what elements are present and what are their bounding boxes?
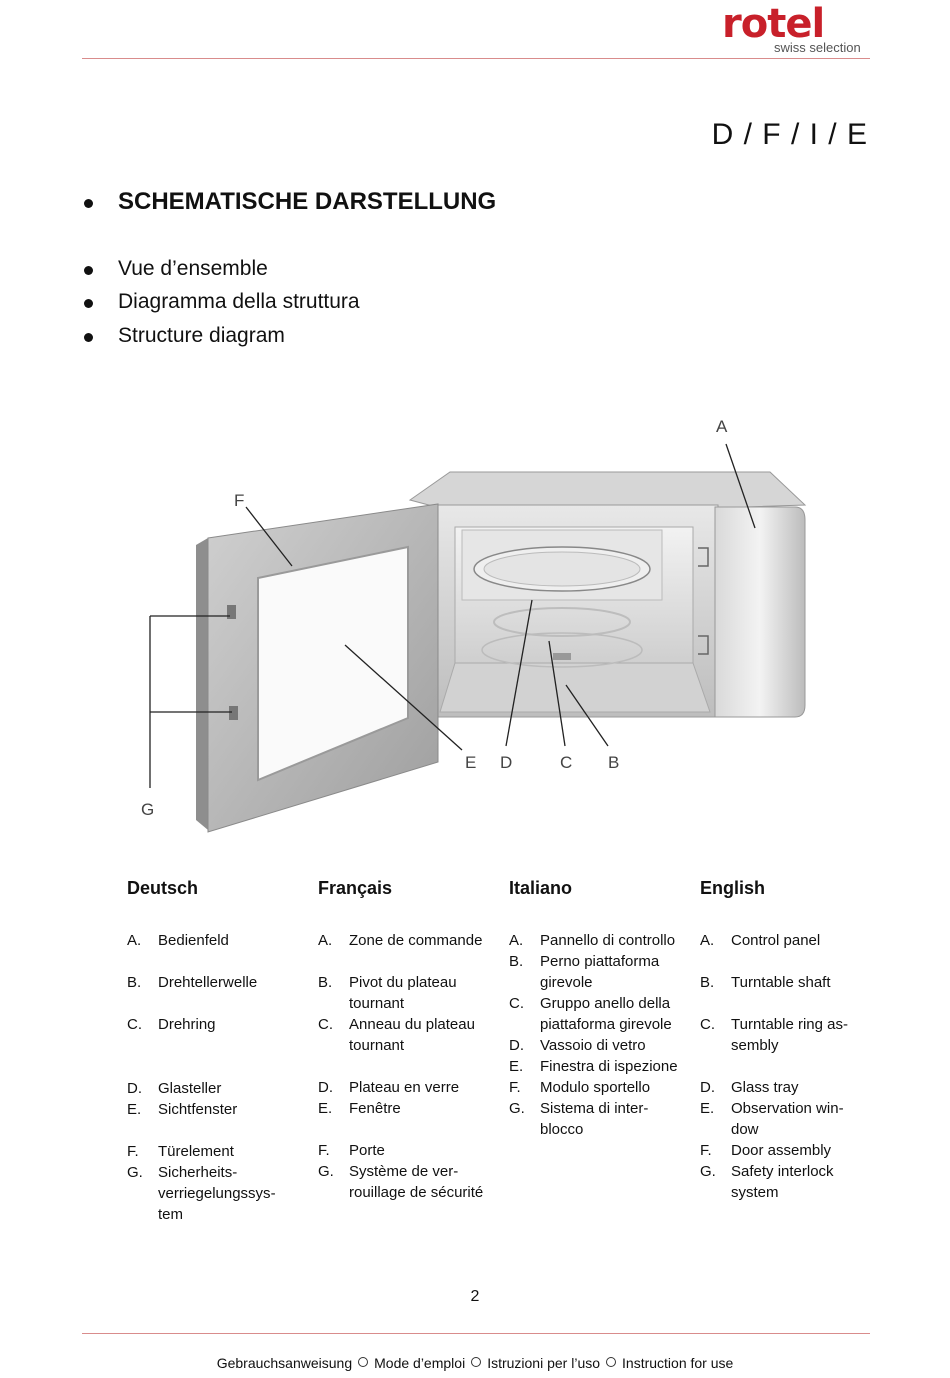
legend-item <box>127 972 312 993</box>
callout-d: D <box>500 753 513 772</box>
section-title: SCHEMATISCHE DARSTELLUNG <box>118 188 497 215</box>
item-letter: B. <box>318 974 333 991</box>
item-text: Gruppo anello della piattaforma girevole <box>540 995 672 1033</box>
item-letter: B. <box>700 974 715 991</box>
item-text: Plateau en verre <box>349 1079 460 1096</box>
item-letter: F. <box>509 1079 521 1096</box>
item-letter: F. <box>700 1142 712 1159</box>
item-text: Glass tray <box>731 1079 799 1096</box>
item-text: Safety interlock system <box>731 1163 834 1201</box>
item-letter: D. <box>509 1037 524 1054</box>
bullet-icon <box>82 264 96 278</box>
item-text: Perno piattaforma girevole <box>540 953 660 991</box>
legend-item <box>509 1098 670 1140</box>
brand-tagline: swiss selection <box>774 40 861 55</box>
item-letter: D. <box>318 1079 333 1096</box>
legend-item <box>509 1056 680 1077</box>
footer-en: Instruction for use <box>622 1355 734 1371</box>
item-letter: A. <box>127 932 142 949</box>
legend-item <box>318 1140 503 1161</box>
legend-item <box>700 1161 861 1203</box>
item-letter: E. <box>127 1101 142 1118</box>
item-text: Anneau du plateau tournant <box>349 1016 475 1054</box>
glass-tray-inner <box>484 552 640 586</box>
legend-item <box>318 972 479 1014</box>
item-text: Fenêtre <box>349 1100 401 1117</box>
item-text: Sichtfenster <box>158 1101 238 1118</box>
item-text: Drehring <box>158 1016 216 1033</box>
legend-item <box>509 993 685 1035</box>
legend-item <box>700 1014 866 1056</box>
callout-f: F <box>234 491 245 510</box>
bullet-icon <box>82 331 96 345</box>
item-letter: E. <box>700 1100 715 1117</box>
item-letter: B. <box>127 974 142 991</box>
item-letter: G. <box>127 1164 143 1181</box>
footer-rule <box>82 1333 870 1334</box>
item-letter: C. <box>700 1016 715 1033</box>
item-text: Drehtellerwelle <box>158 974 258 991</box>
legend-item <box>127 1014 312 1035</box>
legend-item <box>127 1099 312 1120</box>
item-text: Sicherheitsverriegelungssystem <box>158 1164 276 1223</box>
legend-item <box>127 930 312 951</box>
item-letter: C. <box>127 1016 142 1033</box>
item-text: Vassoio di vetro <box>540 1037 646 1054</box>
footer-de: Gebrauchsanweisung <box>216 1355 353 1371</box>
footer-fr: Mode d’emploi <box>374 1355 466 1371</box>
door-side <box>196 538 208 830</box>
item-letter: G. <box>700 1163 716 1180</box>
callout-g: G <box>141 800 155 819</box>
subtitle-fr: Vue d’ensemble <box>118 257 268 280</box>
legend-item <box>318 1098 503 1119</box>
item-letter: F. <box>127 1143 139 1160</box>
legend-item <box>127 1078 312 1099</box>
item-letter: D. <box>700 1079 715 1096</box>
legend-title-fr: Français <box>318 878 393 898</box>
legend-column-it <box>509 878 694 1140</box>
legend-item <box>509 1035 694 1056</box>
item-text: Modulo sportello <box>540 1079 651 1096</box>
item-letter: G. <box>318 1163 334 1180</box>
item-text: Zone de commande <box>349 932 483 949</box>
item-letter: A. <box>318 932 333 949</box>
item-text: Sistema di interblocco <box>540 1100 649 1138</box>
item-text: Glasteller <box>158 1080 222 1097</box>
legend-title-de: Deutsch <box>127 878 199 898</box>
legend-item <box>127 1162 283 1225</box>
bullet-icon <box>82 297 96 311</box>
circle-separator-icon <box>471 1357 481 1367</box>
legend-item <box>700 1077 885 1098</box>
callout-b: B <box>608 753 620 772</box>
item-letter: E. <box>509 1058 524 1075</box>
turntable-shaft <box>553 653 571 660</box>
legend-item <box>700 1140 885 1161</box>
legend-column-de <box>127 878 312 1225</box>
item-text: Türelement <box>158 1143 234 1160</box>
interlock-hook-bottom <box>229 706 238 720</box>
interlock-hook-top <box>227 605 236 619</box>
item-text: Système de verrouillage de sécurité <box>349 1163 484 1201</box>
microwave-diagram <box>0 400 950 840</box>
circle-separator-icon <box>606 1357 616 1367</box>
item-text: Observation window <box>731 1100 844 1138</box>
item-letter: F. <box>318 1142 330 1159</box>
item-text: Porte <box>349 1142 385 1159</box>
page-number: 2 <box>470 1288 480 1305</box>
legend-item <box>509 951 680 993</box>
legend-item <box>509 1077 694 1098</box>
legend-title-it: Italiano <box>509 878 573 898</box>
bullet-icon <box>82 197 96 211</box>
item-letter: C. <box>318 1016 333 1033</box>
brand-logo: rotel <box>722 1 825 47</box>
legend-item <box>318 930 494 951</box>
callout-e: E <box>465 753 477 772</box>
item-letter: E. <box>318 1100 333 1117</box>
item-letter: B. <box>509 953 524 970</box>
subtitle-it: Diagramma della struttura <box>118 290 360 313</box>
item-text: Turntable ring assembly <box>731 1016 849 1054</box>
circle-separator-icon <box>358 1357 368 1367</box>
subtitle-en: Structure diagram <box>118 324 285 347</box>
item-text: Pannello di controllo <box>540 932 676 949</box>
item-letter: A. <box>509 932 524 949</box>
legend-item <box>127 1141 312 1162</box>
legend-item <box>700 930 885 951</box>
item-text: Turntable shaft <box>731 974 831 991</box>
legend-item <box>318 1161 489 1203</box>
legend-item <box>318 1077 503 1098</box>
legend-item <box>700 972 885 993</box>
item-letter: C. <box>509 995 524 1012</box>
cavity-floor <box>440 663 710 712</box>
legend-title-en: English <box>700 878 766 898</box>
language-codes: D / F / I / E <box>711 118 868 151</box>
item-text: Door assembly <box>731 1142 832 1159</box>
item-text: Pivot du plateau tournant <box>349 974 457 1012</box>
legend-item <box>318 1014 489 1056</box>
callout-c: C <box>560 753 573 772</box>
legend-item <box>509 930 680 951</box>
item-letter: A. <box>700 932 715 949</box>
footer-it: Istruzioni per l’uso <box>487 1355 601 1371</box>
item-letter: D. <box>127 1080 142 1097</box>
item-text: Bedienfeld <box>158 932 229 949</box>
item-text: Finestra di ispezione <box>540 1058 678 1075</box>
legend-item <box>700 1098 861 1140</box>
legend-column-en <box>700 878 885 1203</box>
footer <box>0 1355 950 1371</box>
callout-a: A <box>716 417 728 436</box>
control-panel <box>715 507 805 717</box>
legend-column-fr <box>318 878 503 1203</box>
item-text: Control panel <box>731 932 821 949</box>
header-rule <box>82 58 870 59</box>
item-letter: G. <box>509 1100 525 1117</box>
